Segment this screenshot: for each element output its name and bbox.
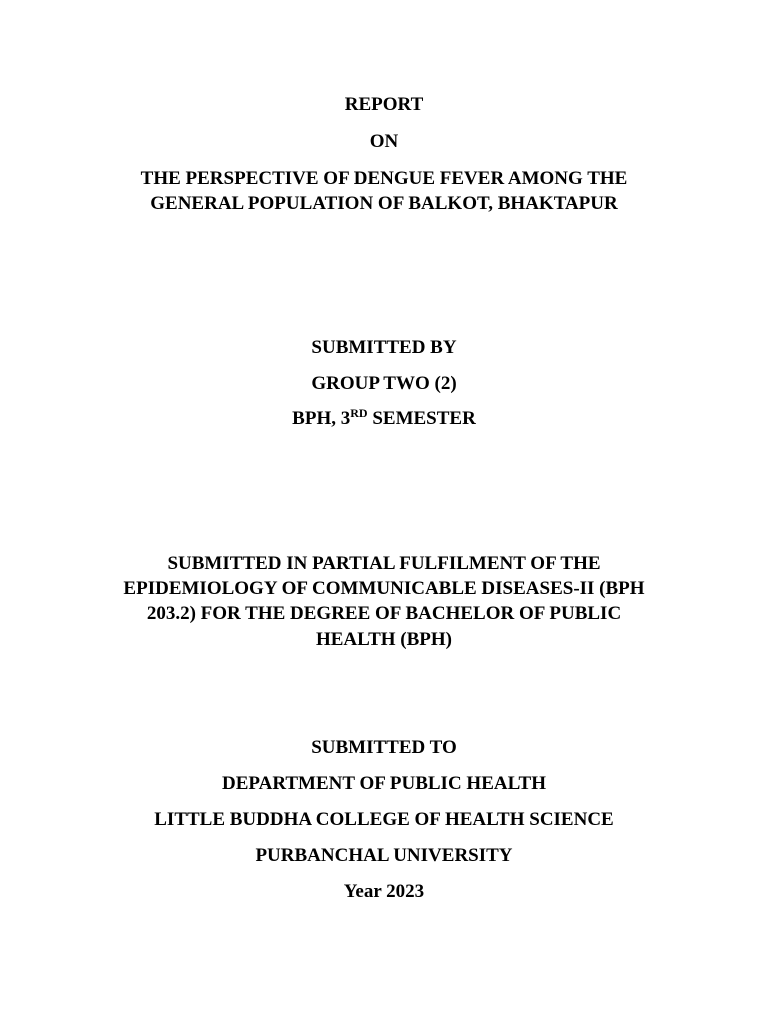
- college-name: LITTLE BUDDHA COLLEGE OF HEALTH SCIENCE: [154, 809, 614, 830]
- fulfilment-line-1: SUBMITTED IN PARTIAL FULFILMENT OF THE: [167, 553, 601, 574]
- fulfilment-line-4: HEALTH (BPH): [315, 629, 452, 650]
- fulfilment-line-2: EPIDEMIOLOGY OF COMMUNICABLE DISEASES-II (BPH: [123, 578, 645, 599]
- semester-ordinal-superscript: RD: [350, 406, 368, 420]
- semester-suffix: SEMESTER: [367, 408, 476, 429]
- submitted-to-heading: SUBMITTED TO: [311, 737, 457, 758]
- university-name: PURBANCHAL UNIVERSITY: [255, 845, 513, 866]
- program-semester: [0, 406, 768, 431]
- report-label: REPORT: [344, 94, 424, 115]
- submitted-by-heading: SUBMITTED BY: [311, 337, 457, 358]
- on-label: ON: [369, 131, 399, 152]
- semester-prefix: BPH, 3: [292, 408, 351, 429]
- department-name: DEPARTMENT OF PUBLIC HEALTH: [222, 773, 546, 794]
- year-label: Year 2023: [343, 881, 425, 902]
- fulfilment-line-3: 203.2) FOR THE DEGREE OF BACHELOR OF PUBLIC: [146, 603, 622, 624]
- group-name: GROUP TWO (2): [311, 373, 457, 394]
- report-title-line-1: THE PERSPECTIVE OF DENGUE FEVER AMONG THE: [140, 168, 628, 189]
- report-title-line-2: GENERAL POPULATION OF BALKOT, BHAKTAPUR: [150, 193, 618, 214]
